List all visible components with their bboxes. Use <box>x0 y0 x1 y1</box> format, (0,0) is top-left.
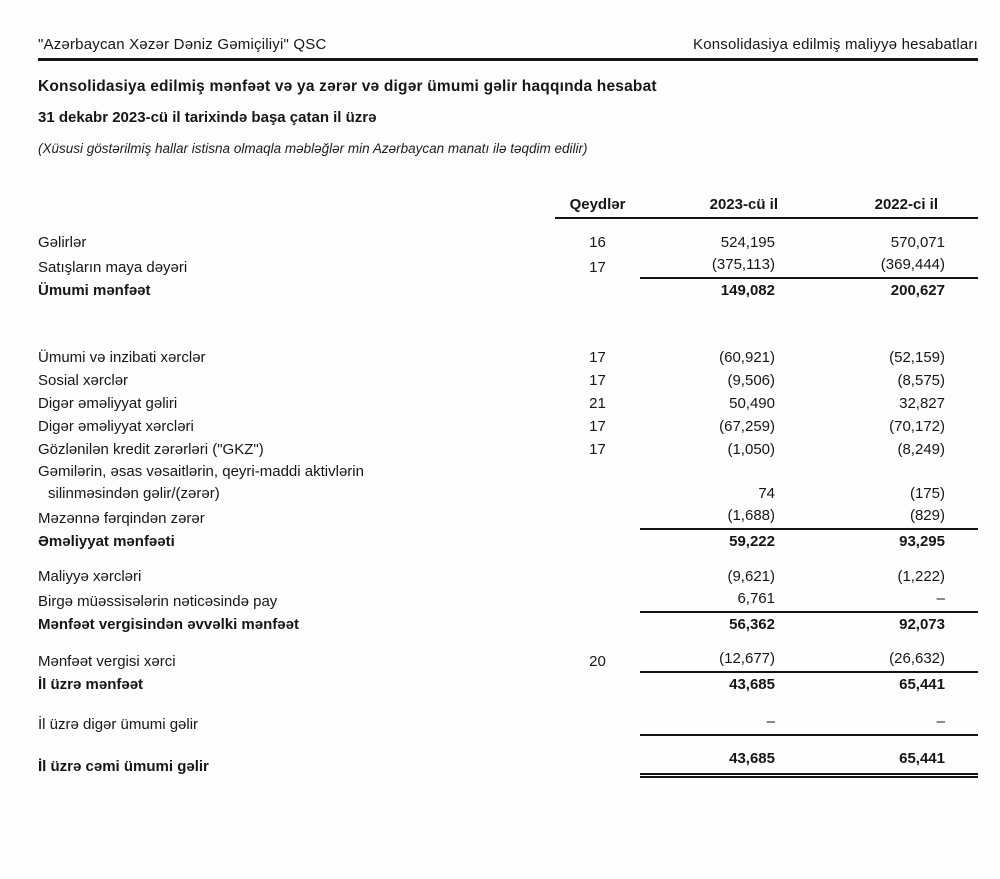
row-note: 17 <box>589 418 606 435</box>
row-right-half <box>555 416 978 438</box>
row-right-half <box>555 483 978 505</box>
row-value-2022: (1,222) <box>897 568 945 585</box>
table-row <box>38 613 978 636</box>
row-value-2022: (829) <box>909 507 945 524</box>
row-label: Birgə müəssisələrin nəticəsində pay <box>38 593 278 610</box>
table-row <box>38 530 978 553</box>
row-values <box>640 439 978 461</box>
report-type: Konsolidasiya edilmiş maliyyə hesabatları <box>693 36 978 53</box>
table-row <box>38 369 978 392</box>
row-value-2022: (52,159) <box>889 349 945 366</box>
row-right-half <box>555 748 978 778</box>
row-right-half <box>555 347 978 369</box>
row-value-2023: 56,362 <box>729 616 775 633</box>
row-note: 17 <box>589 441 606 458</box>
row-value-2022: – <box>936 590 945 607</box>
row-value-2023: 43,685 <box>729 676 775 693</box>
row-values <box>640 254 978 279</box>
table-row <box>38 461 978 505</box>
row-right-half <box>555 588 978 613</box>
table-row <box>38 505 978 530</box>
row-value-2022: (70,172) <box>889 418 945 435</box>
row-label: Məzənnə fərqindən zərər <box>38 510 205 527</box>
row-values <box>640 280 978 302</box>
row-values <box>640 505 978 530</box>
column-header-2023: 2023-cü il <box>709 196 778 213</box>
row-label: Gəmilərin, əsas vəsaitlərin, qeyri-maddi aktivlərin silinməsindən gəlir/(zərər) <box>38 463 364 502</box>
row-value-2023: (12,677) <box>719 650 775 667</box>
row-right-half <box>555 711 978 736</box>
row-values <box>640 483 978 505</box>
row-value-2023: (9,621) <box>727 568 775 585</box>
row-values <box>640 232 978 254</box>
row-note: 20 <box>589 653 606 670</box>
row-value-2022: 93,295 <box>899 533 945 550</box>
row-value-2022: 65,441 <box>899 676 945 693</box>
row-value-2023: 6,761 <box>737 590 775 607</box>
row-label: Digər əməliyyat gəliri <box>38 395 178 412</box>
row-label: Mənfəət vergisi xərci <box>38 653 176 670</box>
row-right-half <box>555 393 978 415</box>
row-value-2022: 200,627 <box>890 282 945 299</box>
row-label: Ümumi və inzibati xərclər <box>38 349 206 366</box>
financial-table <box>38 196 978 778</box>
table-row <box>38 748 978 778</box>
row-value-2023: (1,050) <box>727 441 775 458</box>
table-row <box>38 254 978 279</box>
column-header-notes: Qeydlər <box>569 196 626 213</box>
row-note: 21 <box>589 395 606 412</box>
row-value-2023: 50,490 <box>729 395 775 412</box>
row-right-half <box>555 232 978 254</box>
row-value-2023: (9,506) <box>727 372 775 389</box>
row-value-2022: 570,071 <box>890 234 945 251</box>
row-values <box>640 748 978 778</box>
row-value-2023: 43,685 <box>729 750 775 767</box>
table-row <box>38 231 978 254</box>
currency-note: (Xüsusi göstərilmiş hallar istisna olmaqla məbləğlər min Azərbaycan manatı ilə təqdim edilir) <box>38 141 588 156</box>
row-label: Satışların maya dəyəri <box>38 259 188 276</box>
row-value-2022: 32,827 <box>899 395 945 412</box>
row-label: Ümumi mənfəət <box>38 282 151 299</box>
period-subtitle: 31 dekabr 2023-cü il tarixində başa çatan il üzrə <box>38 109 377 126</box>
row-right-half <box>555 254 978 279</box>
table-row <box>38 346 978 369</box>
row-value-2023: (60,921) <box>719 349 775 366</box>
row-value-2023: 524,195 <box>720 234 775 251</box>
row-values <box>640 588 978 613</box>
table-row <box>38 673 978 696</box>
statement-title: Konsolidasiya edilmiş mənfəət və ya zərər və digər ümumi gəlir haqqında hesabat <box>38 78 657 95</box>
row-value-2022: (175) <box>909 485 945 502</box>
row-values <box>640 614 978 636</box>
row-right-half <box>555 439 978 461</box>
row-values <box>640 566 978 588</box>
row-values <box>640 370 978 392</box>
row-right-half <box>555 531 978 553</box>
table-row <box>38 438 978 461</box>
row-label: Gözlənilən kredit zərərləri ("GKZ") <box>38 441 264 458</box>
row-value-2023: 74 <box>758 485 775 502</box>
row-value-2022: 65,441 <box>899 750 945 767</box>
row-right-half <box>555 566 978 588</box>
row-right-half <box>555 614 978 636</box>
row-label: İl üzrə digər ümumi gəlir <box>38 716 199 733</box>
row-values <box>640 711 978 736</box>
row-right-half <box>555 648 978 673</box>
row-value-2022: (369,444) <box>880 256 945 273</box>
column-header-2022: 2022-ci il <box>874 196 938 213</box>
row-label: Sosial xərclər <box>38 372 129 389</box>
table-row <box>38 588 978 613</box>
table-row <box>38 415 978 438</box>
table-header-right <box>555 196 978 219</box>
row-right-half <box>555 505 978 530</box>
row-note: 17 <box>589 372 606 389</box>
row-value-2023: (67,259) <box>719 418 775 435</box>
document-header <box>38 36 978 61</box>
row-label: Gəlirlər <box>38 234 87 251</box>
row-right-half <box>555 674 978 696</box>
row-values <box>640 416 978 438</box>
table-body <box>38 219 978 778</box>
row-value-2023: (1,688) <box>727 507 775 524</box>
row-note: 16 <box>589 234 606 251</box>
row-values <box>640 347 978 369</box>
row-label: Mənfəət vergisindən əvvəlki mənfəət <box>38 616 299 633</box>
row-right-half <box>555 280 978 302</box>
row-value-2022: (8,249) <box>897 441 945 458</box>
row-value-2022: (8,575) <box>897 372 945 389</box>
table-row <box>38 279 978 302</box>
row-value-2023: 59,222 <box>729 533 775 550</box>
table-row <box>38 711 978 736</box>
row-value-2023: (375,113) <box>711 256 775 273</box>
row-values <box>640 393 978 415</box>
table-row <box>38 565 978 588</box>
row-label: Digər əməliyyat xərcləri <box>38 418 194 435</box>
row-label: İl üzrə cəmi ümumi gəlir <box>38 758 209 775</box>
table-header-row <box>38 196 978 219</box>
row-label: Əməliyyat mənfəəti <box>38 533 175 550</box>
row-values <box>640 648 978 673</box>
row-label: Maliyyə xərcləri <box>38 568 142 585</box>
row-value-2022: – <box>936 713 945 730</box>
row-note: 17 <box>589 349 606 366</box>
table-row <box>38 648 978 673</box>
row-value-2023: – <box>766 713 775 730</box>
row-note: 17 <box>589 259 606 276</box>
column-headers-years <box>640 196 978 213</box>
row-values <box>640 531 978 553</box>
company-name: "Azərbaycan Xəzər Dəniz Gəmiçiliyi" QSC <box>38 36 327 53</box>
row-values <box>640 674 978 696</box>
row-label: İl üzrə mənfəət <box>38 676 144 693</box>
row-right-half <box>555 370 978 392</box>
table-row <box>38 392 978 415</box>
row-value-2022: (26,632) <box>889 650 945 667</box>
row-value-2022: 92,073 <box>899 616 945 633</box>
row-value-2023: 149,082 <box>720 282 775 299</box>
